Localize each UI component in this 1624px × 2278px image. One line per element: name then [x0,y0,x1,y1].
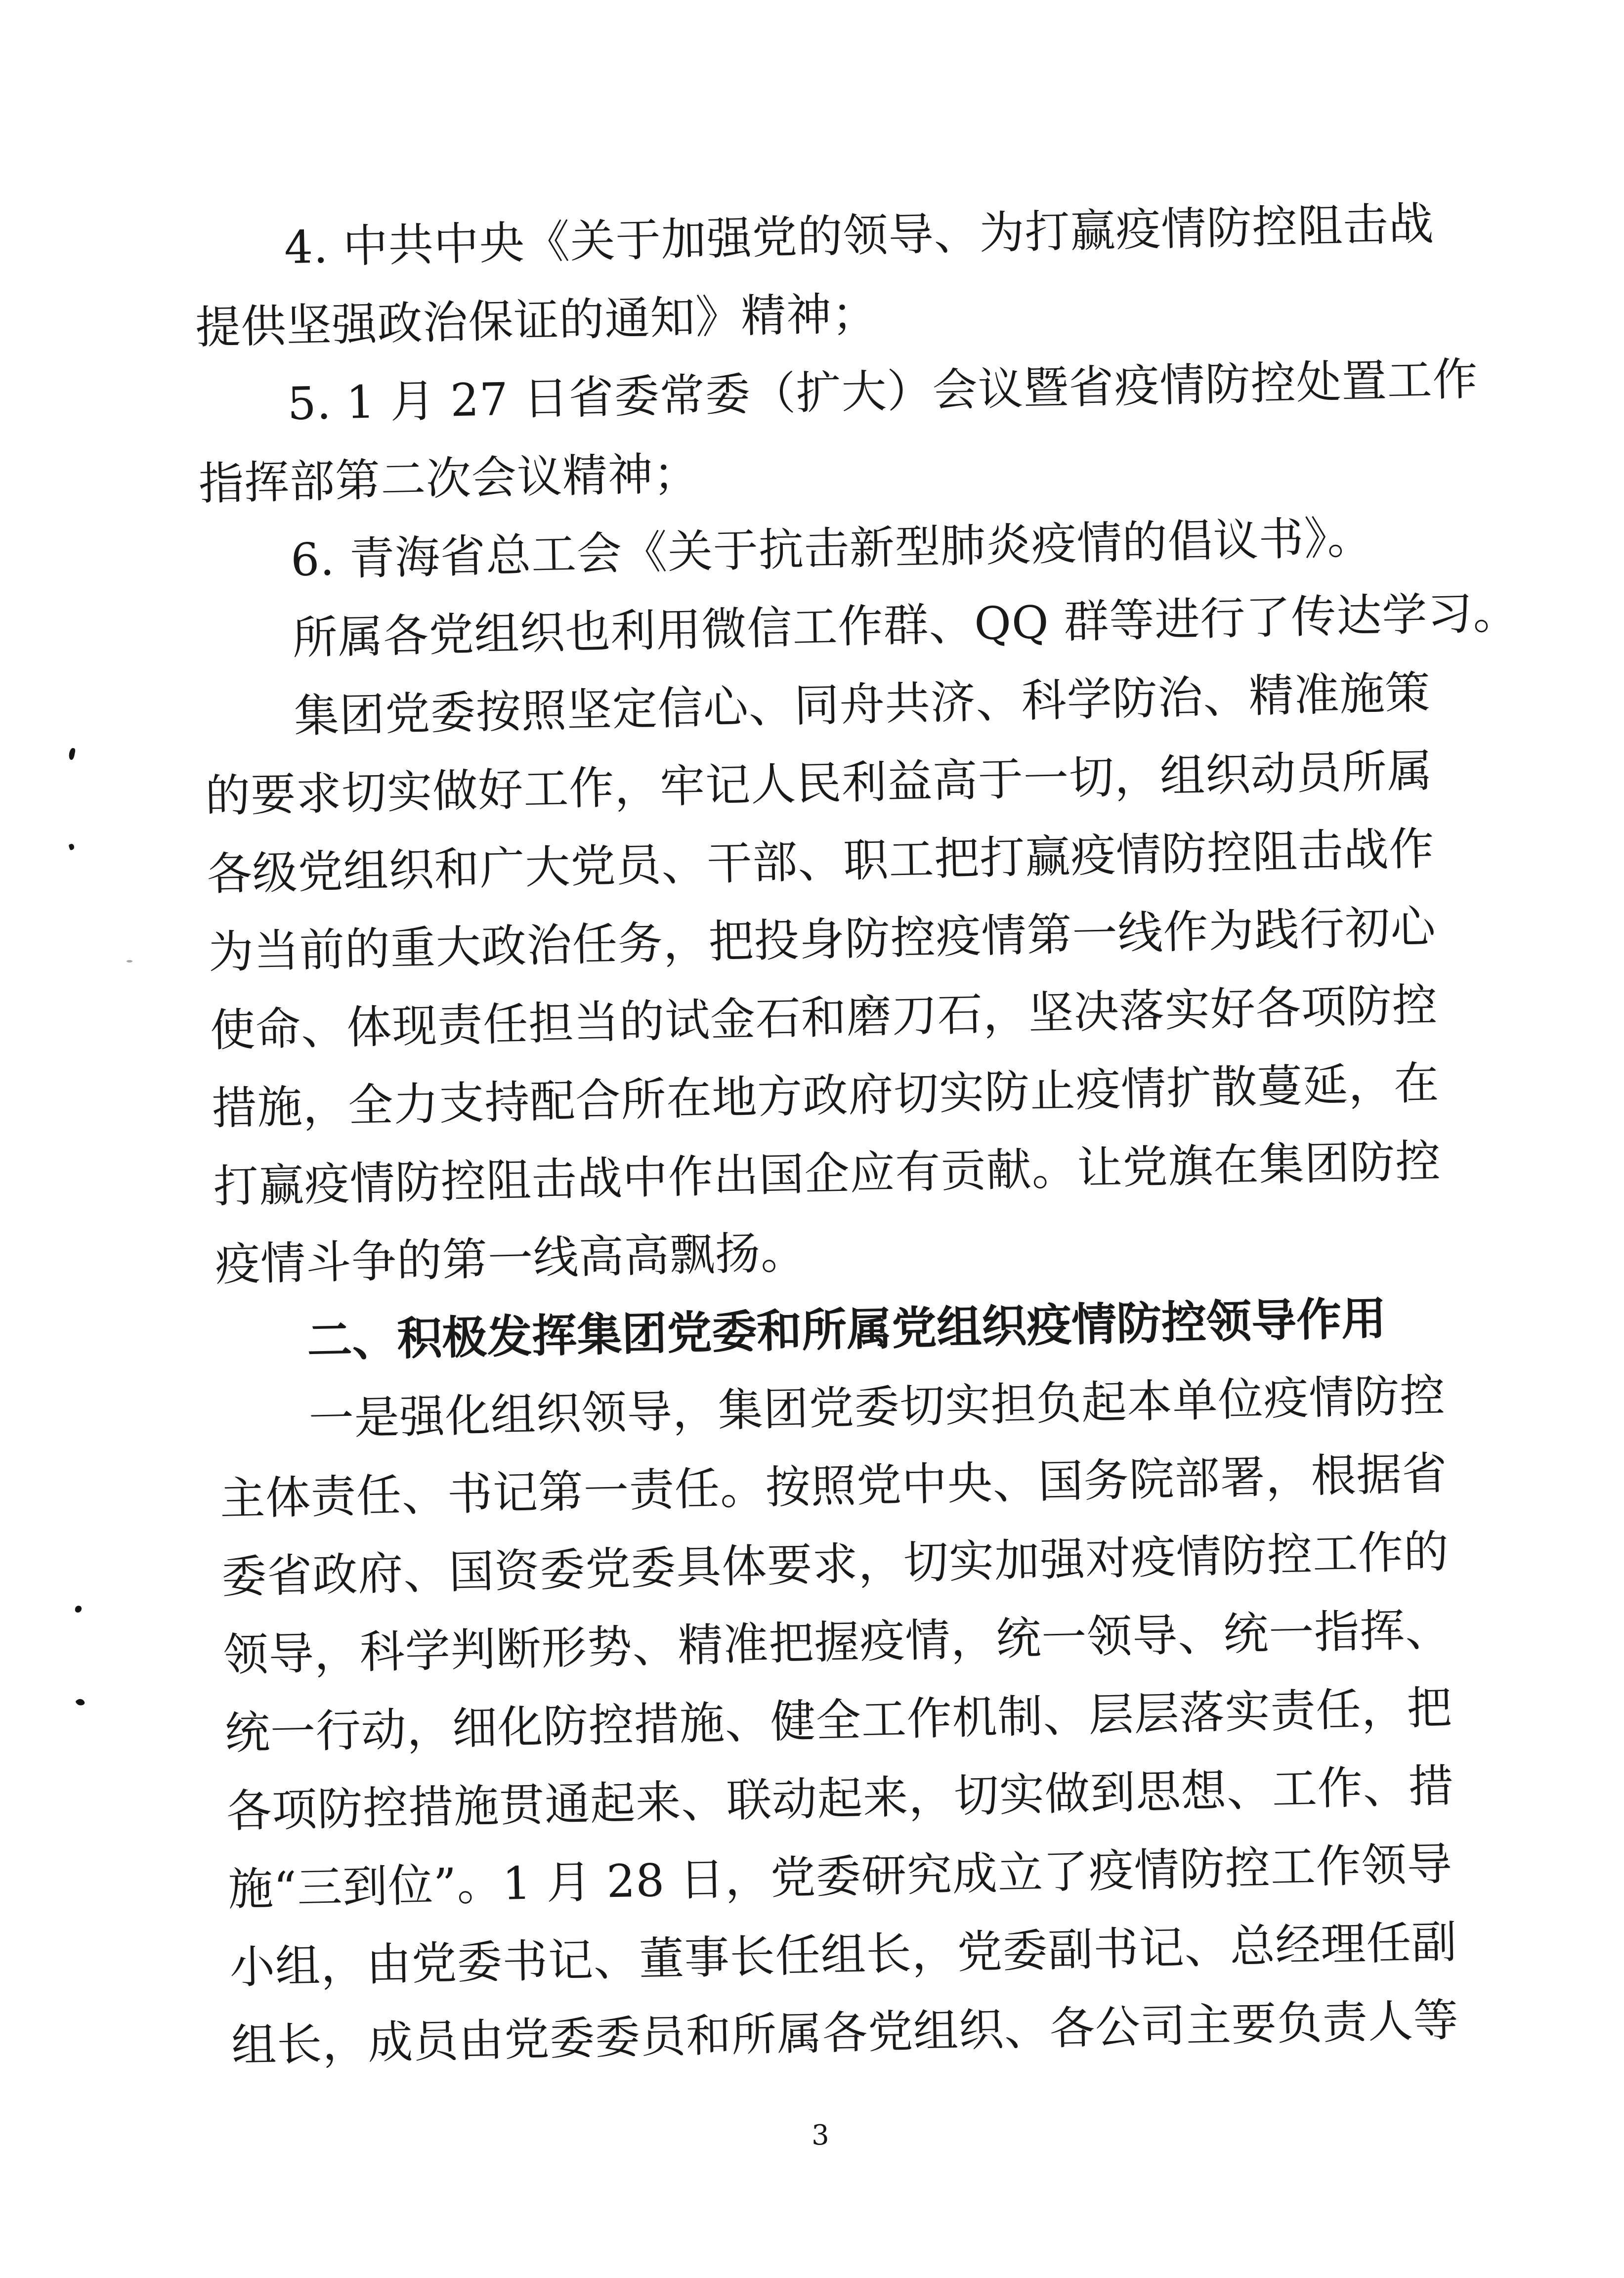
text-line: 小组，由党委书记、董事长任组长，党委副书记、总经理任副 [229,1916,1458,1994]
text-line: 所属各党组织也利用微信工作群、QQ 群等进行了传达学习。 [292,587,1519,665]
page-number: 3 [812,2119,829,2151]
text-line: 各项防控措施贯通起来、联动起来，切实做到思想、工作、措 [226,1760,1454,1838]
text-line: 6. 青海省总工会《关于抗击新型肺炎疫情的倡议书》。 [290,512,1373,587]
text-line: 使命、体现责任担当的试金石和磨刀石，坚决落实好各项防控 [210,979,1438,1057]
text-line: 为当前的重大政治任务，把投身防控疫情第一线作为践行初心 [208,901,1437,979]
text-line: 的要求切实做好工作，牢记人民利益高于一切，组织动员所属 [205,745,1433,823]
ink-speck [68,843,75,851]
text-line: 指挥部第二次会议精神； [198,447,700,511]
ink-speck [68,747,76,760]
text-line: 4. 中共中央《关于加强党的领导、为打赢疫情防控阻击战 [284,198,1435,274]
text-line: 施“三到位”。1 月 28 日，党委研究成立了疫情防控工作领导 [227,1838,1453,1916]
section-heading: 二、积极发挥集团党委和所属党组织疫情防控领导作用 [306,1293,1387,1367]
ink-speck [127,960,132,963]
text-line: 委省政府、国资委党委具体要求，切实加强对疫情防控工作的 [221,1526,1450,1604]
text-block [193,186,1519,2086]
text-line: 领导，科学判断形势、精准把握疫情，统一领导、统一指挥、 [222,1604,1452,1682]
ink-speck [75,1697,85,1708]
text-line: 打赢疫情防控阻击战中作出国企应有贡献。让党旗在集团防控 [213,1135,1442,1213]
text-line: 疫情斗争的第一线高高飘扬。 [214,1227,807,1291]
ink-speck [75,1605,82,1613]
text-line: 各级党组织和广大党员、干部、职工把打赢疫情防控阻击战作 [206,823,1435,901]
text-line: 5. 1 月 27 日省委常委（扩大）会议暨省疫情防控处置工作 [287,353,1479,431]
text-line: 组长，成员由党委委员和所属各党组织、各公司主要负责人等 [231,1994,1459,2072]
text-line: 措施，全力支持配合所在地方政府切实防止疫情扩散蔓延，在 [211,1057,1440,1135]
text-line: 统一行动，细化防控措施、健全工作机制、层层落实责任，把 [224,1682,1453,1760]
text-line: 主体责任、书记第一责任。按照党中央、国务院部署，根据省 [219,1447,1448,1526]
text-line: 集团党委按照坚定信心、同舟共济、科学防治、精准施策 [293,666,1431,743]
text-line: 提供坚强政治保证的通知》精神； [195,288,878,354]
text-line: 一是强化组织领导，集团党委切实担负起本单位疫情防控 [308,1369,1446,1446]
